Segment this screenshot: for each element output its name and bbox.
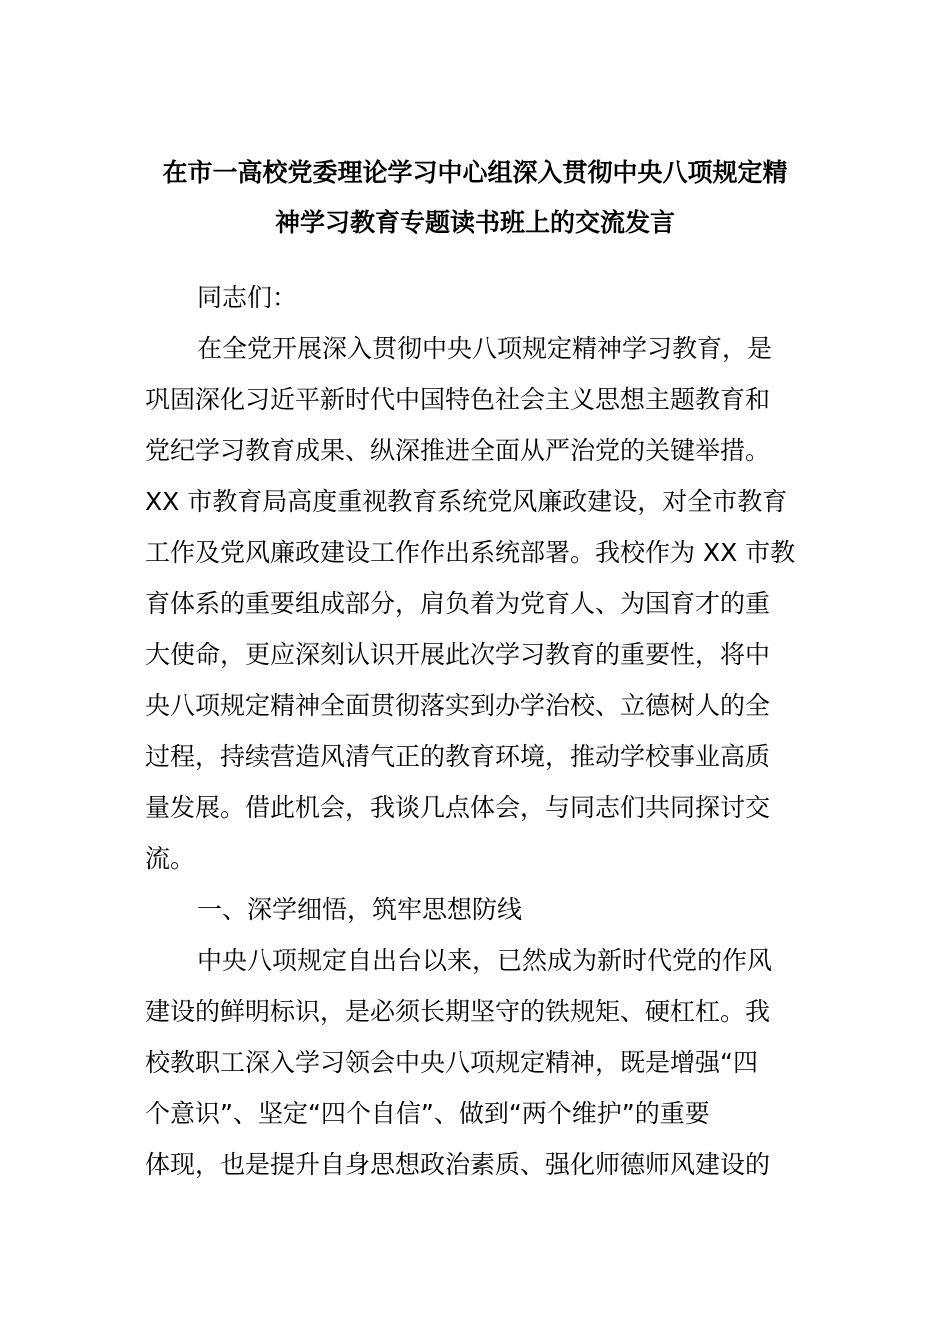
section-heading: 一、深学细悟，筑牢思想防线: [197, 895, 523, 924]
title-line-2: 神学习教育专题读书班上的交流发言: [274, 208, 675, 237]
paragraph-1-line: 工作及党风廉政建设工作作出系统部署。我校作为 XX 市教: [145, 538, 796, 567]
paragraph-1-line: 育体系的重要组成部分，肩负着为党育人、为国育才的重: [145, 589, 771, 618]
paragraph-1-line: 巩固深化习近平新时代中国特色社会主义思想主题教育和: [145, 385, 771, 414]
paragraph-1-line: 过程，持续营造风清气正的教育环境，推动学校事业高质: [145, 742, 771, 771]
paragraph-1-line: 大使命，更应深刻认识开展此次学习教育的重要性，将中: [145, 640, 771, 669]
title-line-1: 在市一高校党委理论学习中心组深入贯彻中央八项规定精: [162, 158, 788, 187]
paragraph-1-line: 流。: [145, 844, 196, 873]
paragraph-2-line: 体现，也是提升自身思想政治素质、强化师德师风建设的: [145, 1150, 771, 1179]
paragraph-1-line: 央八项规定精神全面贯彻落实到办学治校、立德树人的全: [145, 691, 771, 720]
paragraph-2-line: 建设的鲜明标识，是必须长期坚守的铁规矩、硬杠杠。我: [145, 997, 771, 1026]
paragraph-2-line: 中央八项规定自出台以来，已然成为新时代党的作风: [197, 946, 773, 975]
paragraph-1-line: XX 市教育局高度重视教育系统党风廉政建设，对全市教育: [145, 487, 788, 516]
paragraph-1-line: 党纪学习教育成果、纵深推进全面从严治党的关键举措。: [145, 436, 771, 465]
paragraph-2-line: 校教职工深入学习领会中央八项规定精神，既是增强“四: [145, 1048, 758, 1077]
paragraph-2-line: 个意识”、坚定“四个自信”、做到“两个维护”的重要: [145, 1099, 710, 1128]
document-title: [130, 148, 820, 248]
paragraph-1-line: 量发展。借此机会，我谈几点体会，与同志们共同探讨交: [145, 793, 771, 822]
salutation: 同志们：: [197, 283, 298, 312]
document-body: [145, 272, 815, 1190]
paragraph-1-line: 在全党开展深入贯彻中央八项规定精神学习教育，是: [197, 334, 773, 363]
